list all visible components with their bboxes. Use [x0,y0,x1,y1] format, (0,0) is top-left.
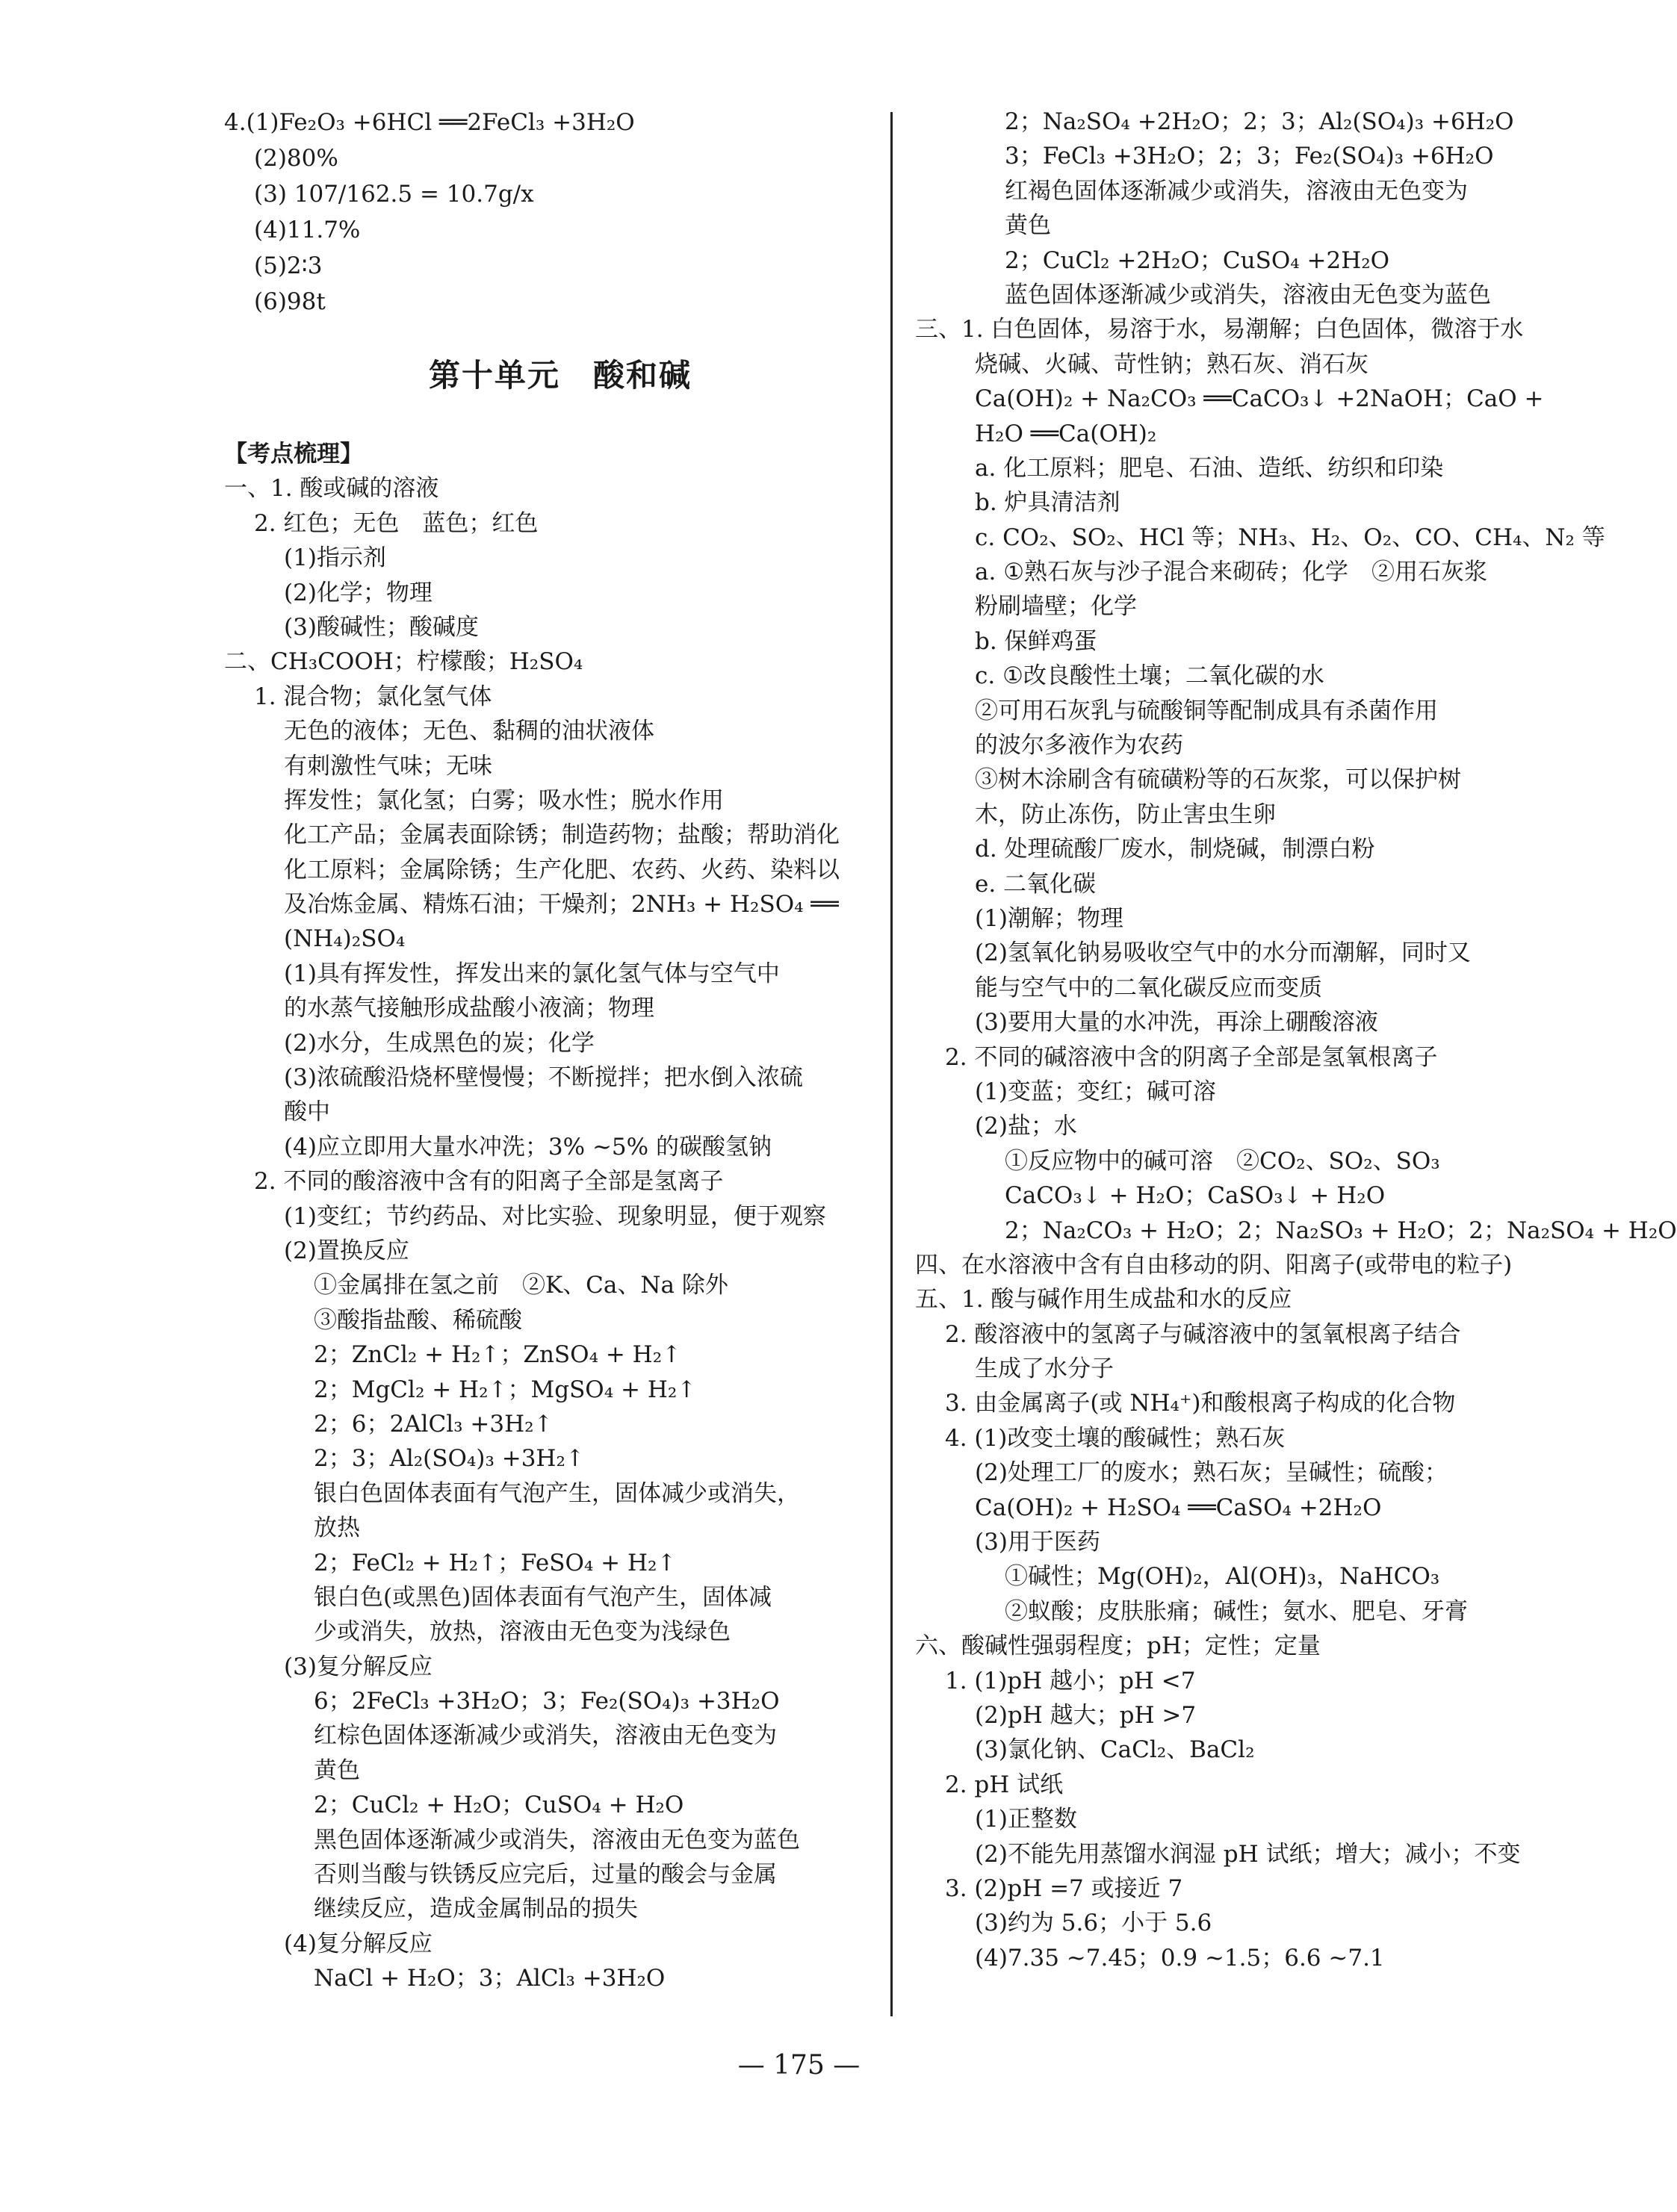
text-line: 银白色固体表面有气泡产生，固体减少或消失， [314,1479,800,1507]
text-line: (5)2∶3 [254,252,323,279]
text-line: (1)变蓝；变红；碱可溶 [975,1078,1216,1105]
text-line: 二、CH₃COOH；柠檬酸；H₂SO₄ [224,648,583,676]
text-line: d. 处理硫酸厂废水，制烧碱，制漂白粉 [975,836,1375,863]
text-line: ②蚁酸；皮肤胀痛；碱性；氨水、肥皂、牙膏 [1005,1597,1468,1625]
text-line: 2；Na₂CO₃ + H₂O；2；Na₂SO₃ + H₂O；2；Na₂SO₄ + H₂O [1005,1217,1677,1244]
text-line: (1)潮解；物理 [975,904,1123,932]
text-line: 2；FeCl₂ + H₂↑；FeSO₄ + H₂↑ [314,1549,677,1576]
text-line: 一、1. 酸或碱的溶液 [224,475,439,503]
text-line: (1)正整数 [975,1806,1077,1833]
text-line: 少或消失，放热，溶液由无色变为浅绿色 [314,1618,731,1646]
text-line: 放热 [314,1514,360,1542]
text-line: ①金属排在氢之前 ②K、Ca、Na 除外 [314,1272,728,1299]
text-line: ③酸指盐酸、稀硫酸 [314,1306,522,1334]
text-line: (3)浓硫酸沿烧杯壁慢慢；不断搅拌；把水倒入浓硫 [284,1064,803,1092]
text-line: 木，防止冻伤，防止害虫生卵 [975,801,1276,828]
text-line: 4.(1)Fe₂O₃ +6HCl ══2FeCl₃ +3H₂O [224,109,635,136]
text-line: H₂O ══Ca(OH)₂ [975,420,1157,447]
text-line: (3)用于医药 [975,1529,1100,1556]
text-line: 【考点梳理】 [224,441,363,467]
text-line: 2；CuCl₂ + H₂O；CuSO₄ + H₂O [314,1792,684,1819]
text-line: (2)pH 越大；pH >7 [975,1701,1197,1729]
text-line: c. CO₂、SO₂、HCl 等；NH₃、H₂、O₂、CO、CH₄、N₂ 等 [975,524,1605,551]
text-line: 2. 不同的酸溶液中含有的阳离子全部是氢离子 [254,1168,724,1196]
text-line: (4)7.35 ~7.45；0.9 ~1.5；6.6 ~7.1 [975,1944,1385,1972]
text-line: (2)水分，生成黑色的炭；化学 [284,1029,595,1057]
text-line: 三、1. 白色固体，易溶于水，易潮解；白色固体，微溶于水 [915,316,1524,344]
text-line: 继续反应，造成金属制品的损失 [314,1895,638,1923]
text-line: 6；2FeCl₃ +3H₂O；3；Fe₂(SO₄)₃ +3H₂O [314,1688,780,1715]
text-line: 2. 红色；无色 蓝色；红色 [254,509,539,537]
text-line: 六、酸碱性强弱程度；pH；定性；定量 [915,1632,1321,1660]
text-line: 红棕色固体逐渐减少或消失，溶液由无色变为 [314,1722,777,1750]
text-line: 2；ZnCl₂ + H₂↑；ZnSO₄ + H₂↑ [314,1341,682,1369]
text-line: 4. (1)改变土壤的酸碱性；熟石灰 [945,1424,1286,1452]
text-line: (NH₄)₂SO₄ [284,925,406,953]
text-line: (4)复分解反应 [284,1930,433,1957]
text-line: a. 化工原料；肥皂、石油、造纸、纺织和印染 [975,454,1444,482]
text-line: (2)处理工厂的废水；熟石灰；呈碱性；硫酸； [975,1459,1448,1487]
text-line: e. 二氧化碳 [975,870,1097,898]
text-line: 2. 不同的碱溶液中含的阴离子全部是氢氧根离子 [945,1043,1438,1071]
text-line: b. 炉具清洁剂 [975,489,1120,517]
text-line: (2)不能先用蒸馏水润湿 pH 试纸；增大；减小；不变 [975,1840,1521,1868]
text-line: 能与空气中的二氧化碳反应而变质 [975,974,1322,1001]
text-line: 及冶炼金属、精炼石油；干燥剂；2NH₃ + H₂SO₄ ══ [284,891,839,919]
text-line: 四、在水溶液中含有自由移动的阴、阳离子(或带电的粒子) [915,1251,1513,1279]
text-line: 3. (2)pH =7 或接近 7 [945,1874,1183,1902]
text-line: c. ①改良酸性土壤；二氧化碳的水 [975,662,1324,690]
text-line: 2. 酸溶液中的氢离子与碱溶液中的氢氧根离子结合 [945,1320,1461,1348]
text-line: (2)80% [254,145,338,172]
text-line: Ca(OH)₂ + H₂SO₄ ══CaSO₄ +2H₂O [975,1494,1382,1521]
text-line: 2；6；2AlCl₃ +3H₂↑ [314,1410,554,1438]
text-line: 烧碱、火碱、苛性钠；熟石灰、消石灰 [975,350,1368,378]
text-line: ①碱性；Mg(OH)₂，Al(OH)₃，NaHCO₃ [1005,1563,1440,1591]
text-line: Ca(OH)₂ + Na₂CO₃ ══CaCO₃↓ +2NaOH；CaO + [975,385,1544,413]
text-line: 1. 混合物；氯化氢气体 [254,683,492,710]
page-number: — 175 — [737,2050,861,2081]
text-line: NaCl + H₂O；3；AlCl₃ +3H₂O [314,1965,666,1992]
text-line: (2)化学；物理 [284,579,433,606]
text-line: 酸中 [284,1099,330,1126]
text-line: b. 保鲜鸡蛋 [975,627,1097,655]
text-line: ①反应物中的碱可溶 ②CO₂、SO₂、SO₃ [1005,1147,1440,1175]
text-line: 1. (1)pH 越小；pH <7 [945,1667,1196,1694]
text-line: 有刺激性气味；无味 [284,752,492,780]
text-line: 否则当酸与铁锈反应完后，过量的酸会与金属 [314,1861,777,1889]
text-line: 的波尔多液作为农药 [975,732,1183,759]
text-line: (1)指示剂 [284,544,386,572]
text-line: 3；FeCl₃ +3H₂O；2；3；Fe₂(SO₄)₃ +6H₂O [1005,143,1494,170]
text-line: 黑色固体逐渐减少或消失，溶液由无色变为蓝色 [314,1826,800,1854]
text-line: (1)变红；节约药品、对比实验、现象明显，便于观察 [284,1202,826,1230]
text-line: (6)98t [254,288,326,315]
text-line: (3)要用大量的水冲洗，再涂上硼酸溶液 [975,1009,1378,1037]
text-line: ②可用石灰乳与硫酸铜等配制成具有杀菌作用 [975,697,1438,724]
right-column [915,105,1677,1975]
text-line: 粉刷墙壁；化学 [975,593,1137,621]
text-line: 黄色 [1005,212,1051,240]
text-line: 红褐色固体逐渐减少或消失，溶液由无色变为 [1005,177,1468,205]
text-line: (2)氢氧化钠易吸收空气中的水分而潮解，同时又 [975,939,1471,967]
unit-title: 第十单元 酸和碱 [428,357,692,394]
text-line: 蓝色固体逐渐减少或消失，溶液由无色变为蓝色 [1005,281,1491,308]
text-line: 2；CuCl₂ +2H₂O；CuSO₄ +2H₂O [1005,246,1390,274]
text-line: ③树木涂刷含有硫磺粉等的石灰浆，可以保护树 [975,766,1461,794]
text-line: (1)具有挥发性，挥发出来的氯化氢气体与空气中 [284,960,780,987]
text-line: 化工原料；金属除锈；生产化肥、农药、火药、染料以 [284,856,840,883]
text-line: 2；3；Al₂(SO₄)₃ +3H₂↑ [314,1445,585,1473]
text-line: (4)11.7% [254,217,361,243]
text-line: (3) 107/162.5 = 10.7g/x [254,181,534,208]
text-line: (2)盐；水 [975,1113,1077,1140]
text-line: 2；Na₂SO₄ +2H₂O；2；3；Al₂(SO₄)₃ +6H₂O [1005,108,1514,135]
text-line: a. ①熟石灰与沙子混合来砌砖；化学 ②用石灰浆 [975,559,1487,586]
text-line: (3)复分解反应 [284,1653,433,1680]
text-line: 无色的液体；无色、黏稠的油状液体 [284,718,654,745]
text-line: (2)置换反应 [284,1237,409,1264]
text-line: 2；MgCl₂ + H₂↑；MgSO₄ + H₂↑ [314,1376,697,1403]
text-line: CaCO₃↓ + H₂O；CaSO₃↓ + H₂O [1005,1182,1386,1210]
text-line: 2. pH 试纸 [945,1771,1064,1798]
text-line: 银白色(或黑色)固体表面有气泡产生，固体减 [314,1583,772,1611]
text-line: (3)酸碱性；酸碱度 [284,613,479,641]
text-line: 黄色 [314,1756,360,1784]
text-line: 五、1. 酸与碱作用生成盐和水的反应 [915,1286,1292,1314]
text-line: 3. 由金属离子(或 NH₄⁺)和酸根离子构成的化合物 [945,1390,1456,1417]
text-line: 的水蒸气接触形成盐酸小液滴；物理 [284,995,654,1022]
column-divider [890,112,893,2016]
left-column-main [224,437,896,1996]
text-line: (3)氯化钠、CaCl₂、BaCl₂ [975,1736,1255,1764]
text-line: 化工产品；金属表面除锈；制造药物；盐酸；帮助消化 [284,821,840,849]
text-line: (3)约为 5.6；小于 5.6 [975,1910,1212,1937]
left-column-top [224,105,896,320]
text-line: 生成了水分子 [975,1355,1114,1383]
text-line: (4)应立即用大量水冲洗；3% ~5% 的碳酸氢钠 [284,1133,772,1161]
text-line: 挥发性；氯化氢；白雾；吸水性；脱水作用 [284,786,724,814]
